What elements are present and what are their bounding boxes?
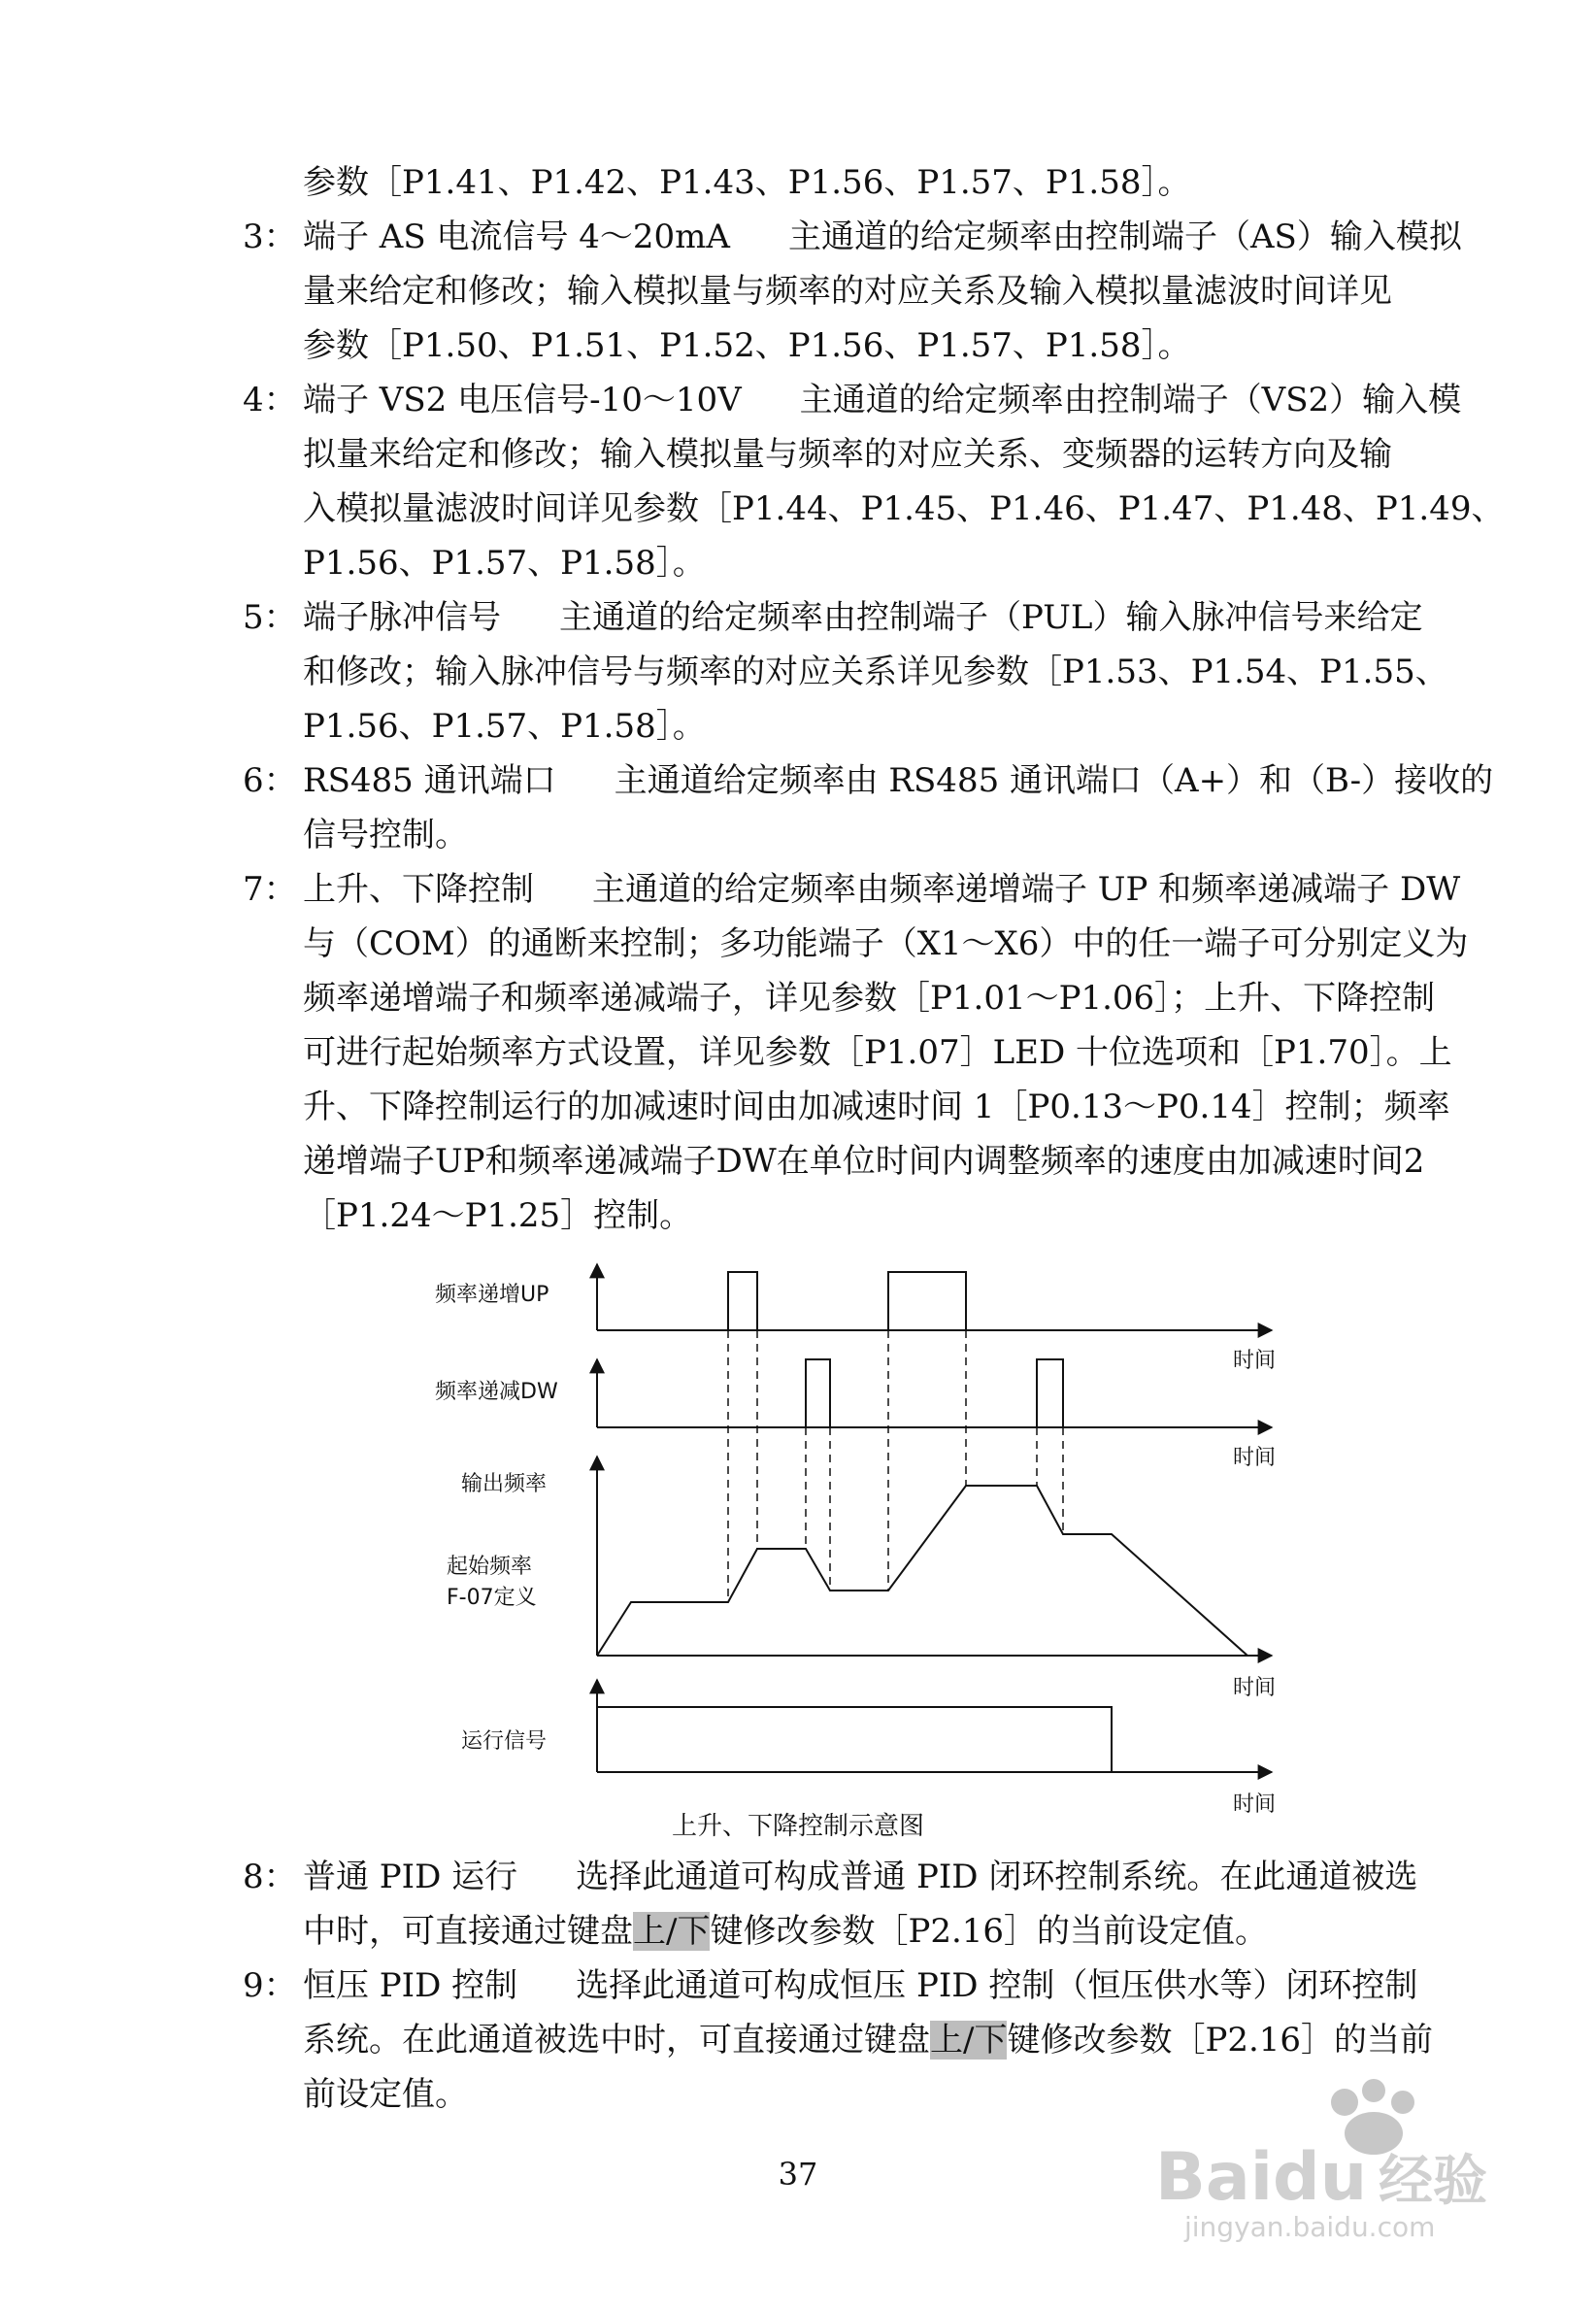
paragraph-3-line: 参数［P1.50、P1.51、P1.52、P1.56、P1.57、P1.58］。 — [303, 326, 1191, 365]
item-title: 端子 AS 电流信号 4～20mA — [303, 218, 730, 256]
label-start-frequency: 起始频率 — [447, 1555, 533, 1579]
paragraph-9 — [243, 1959, 1485, 2013]
item-title: 上升、下降控制 — [303, 870, 534, 909]
watermark-url: jingyan.baidu.com — [1184, 2211, 1436, 2243]
item-text: 主通道的给定频率由控制端子（PUL）输入脉冲信号来给定 — [559, 598, 1423, 637]
paragraph-3-line: 量来给定和修改；输入模拟量与频率的对应关系及输入模拟量滤波时间详见 — [303, 272, 1392, 311]
page-number: 37 — [778, 2156, 818, 2193]
paragraph-7-line: 频率递增端子和频率递减端子，详见参数［P1.01～P1.06］；上升、下降控制 — [303, 979, 1436, 1018]
item-text: 主通道的给定频率由控制端子（AS）输入模拟 — [787, 218, 1462, 256]
paragraph-7-line: 升、下降控制运行的加减速时间由加减速时间 1［P0.13～P0.14］控制；频率 — [303, 1088, 1450, 1126]
up-pulse-2 — [888, 1272, 966, 1330]
paragraph-5-line: 和修改；输入脉冲信号与频率的对应关系详见参数［P1.53、P1.54、P1.55、 — [303, 653, 1448, 691]
up-pulse-1 — [728, 1272, 757, 1330]
highlighted-key-text: 上/下 — [633, 1912, 711, 1951]
item-text: 主通道给定频率由 RS485 通讯端口（A+）和（B-）接收的 — [614, 761, 1494, 800]
dw-pulse-1 — [806, 1359, 830, 1427]
item-text: 主通道的给定频率由频率递增端子 UP 和频率递减端子 DW — [592, 870, 1461, 909]
time-label-3: 时间 — [1233, 1676, 1277, 1700]
paragraph-8 — [243, 1850, 1485, 1904]
item-title: 端子 VS2 电压信号-10～10V — [303, 381, 742, 419]
watermark-brand: Baidu — [1155, 2139, 1368, 2216]
item-number: 4： — [243, 381, 297, 419]
item-number: 5： — [243, 598, 297, 637]
paragraph-9-line — [243, 2013, 1485, 2067]
item-number: 3： — [243, 218, 297, 256]
item-number: 7： — [243, 870, 297, 909]
text-segment: 键修改参数［P2.16］的当前 — [1007, 2021, 1434, 2060]
time-label-1: 时间 — [1233, 1349, 1277, 1373]
item-title: RS485 通讯端口 — [303, 761, 556, 800]
paragraph-6-line: 信号控制。 — [303, 816, 468, 854]
paragraph-7-line: 与（COM）的通断来控制；多功能端子（X1～X6）中的任一端子可分别定义为 — [303, 924, 1469, 963]
item-title: 端子脉冲信号 — [303, 598, 501, 637]
text-segment: 中时，可直接通过键盘 — [303, 1912, 633, 1951]
item-number: 9： — [243, 1966, 297, 2005]
label-up: 频率递增UP — [435, 1283, 549, 1307]
paragraph-4-line: 拟量来给定和修改；输入模拟量与频率的对应关系、变频器的运转方向及输 — [303, 435, 1392, 474]
paragraph-5 — [243, 590, 1485, 645]
up-down-control-timing-diagram — [427, 1253, 1281, 1835]
item-text: 主通道的给定频率由控制端子（VS2）输入模 — [799, 381, 1462, 419]
item-number: 8： — [243, 1858, 297, 1896]
text-segment: 键修改参数［P2.16］的当前设定值。 — [710, 1912, 1269, 1951]
label-dw: 频率递减DW — [435, 1380, 558, 1404]
paragraph-5-line: P1.56、P1.57、P1.58］。 — [303, 707, 706, 746]
paragraph-7 — [243, 862, 1485, 917]
label-output-frequency: 输出频率 — [461, 1472, 548, 1496]
label-run-signal: 运行信号 — [461, 1729, 548, 1754]
paragraph-4 — [243, 373, 1485, 427]
item-title: 恒压 PID 控制 — [303, 1966, 518, 2005]
baidu-jingyan-watermark — [1146, 2073, 1514, 2243]
time-label-4: 时间 — [1233, 1792, 1277, 1817]
paragraph-4-line: P1.56、P1.57、P1.58］。 — [303, 544, 706, 583]
paragraph-7-line: ［P1.24～P1.25］控制。 — [303, 1196, 693, 1235]
paragraph-6 — [243, 754, 1494, 808]
paragraph-4-line: 入模拟量滤波时间详见参数［P1.44、P1.45、P1.46、P1.47、P1.48、P1.49、 — [303, 489, 1505, 528]
paragraph-7-line: 递增端子UP和频率递减端子DW在单位时间内调整频率的速度由加减速时间2 — [303, 1142, 1425, 1181]
output-frequency-curve — [597, 1486, 1247, 1656]
dashed-guides — [728, 1330, 1063, 1602]
label-start-frequency-def: F-07定义 — [447, 1586, 537, 1610]
item-title: 普通 PID 运行 — [303, 1858, 518, 1896]
item-text: 选择此通道可构成普通 PID 闭环控制系统。在此通道被选 — [576, 1858, 1418, 1896]
paragraph-2-continuation: 参数［P1.41、P1.42、P1.43、P1.56、P1.57、P1.58］。 — [303, 163, 1191, 202]
body-text — [243, 155, 1505, 1243]
paragraph-9-line: 前设定值。 — [303, 2075, 468, 2114]
watermark-brand-cn: 经验 — [1379, 2150, 1487, 2213]
item-number: 6： — [243, 761, 297, 800]
paragraph-3 — [243, 210, 1485, 264]
paragraph-7-line: 可进行起始频率方式设置，详见参数［P1.07］LED 十位选项和［P1.70］。上 — [303, 1033, 1452, 1072]
diagram-caption: 上升、下降控制示意图 — [671, 1812, 924, 1841]
run-signal-line — [597, 1707, 1112, 1772]
paragraph-8-line — [243, 1904, 1485, 1959]
item-text: 选择此通道可构成恒压 PID 控制（恒压供水等）闭环控制 — [576, 1966, 1418, 2005]
dw-pulse-2 — [1037, 1359, 1063, 1427]
time-label-2: 时间 — [1233, 1446, 1277, 1470]
text-segment: 系统。在此通道被选中时，可直接通过键盘 — [303, 2021, 930, 2060]
highlighted-key-text: 上/下 — [930, 2021, 1008, 2060]
